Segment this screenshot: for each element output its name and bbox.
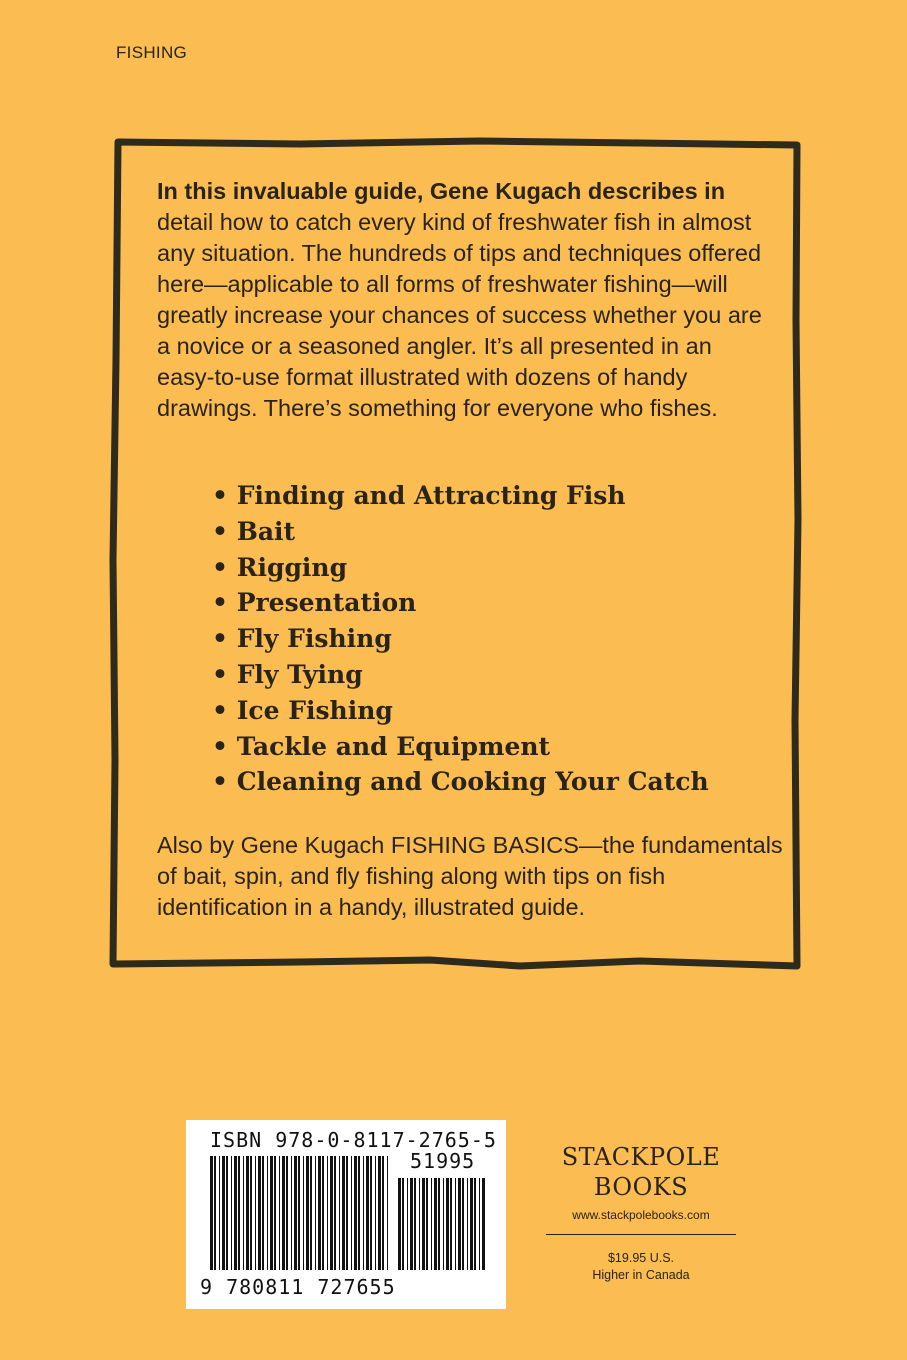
topic-item: • Tackle and Equipment [212, 729, 709, 765]
ean-digits: 9 780811 727655 [200, 1275, 396, 1299]
topic-item: • Rigging [212, 550, 709, 586]
barcode-bar [342, 1156, 345, 1270]
barcode-bar [414, 1178, 416, 1270]
barcode-bar [246, 1156, 249, 1270]
barcode-bar [250, 1156, 252, 1270]
barcode-bar [306, 1156, 309, 1270]
barcode-bar [426, 1178, 428, 1270]
topic-item: • Finding and Attracting Fish [212, 478, 709, 514]
barcode-bar [262, 1156, 264, 1270]
barcode-bar [458, 1178, 461, 1270]
barcode-bar [358, 1156, 360, 1270]
barcode-bar [334, 1156, 336, 1270]
barcode-bar [443, 1178, 444, 1270]
barcode-bar [366, 1156, 369, 1270]
barcode-bar [422, 1178, 425, 1270]
barcode-bar [318, 1156, 321, 1270]
barcode-bar [238, 1156, 240, 1270]
barcode-bar [279, 1156, 280, 1270]
barcode-bar [258, 1156, 261, 1270]
divider [546, 1234, 736, 1235]
topic-item: • Ice Fishing [212, 693, 709, 729]
barcode-bar [370, 1156, 372, 1270]
price-code: 51995 [410, 1149, 476, 1173]
barcode-bar [339, 1156, 340, 1270]
publisher-url: www.stackpolebooks.com [572, 1208, 710, 1222]
barcode-bar [402, 1178, 404, 1270]
barcode-bar [410, 1178, 413, 1270]
barcode-bar [351, 1156, 352, 1270]
barcode-bar [210, 1156, 213, 1270]
topic-list [212, 478, 709, 800]
barcode-bar [479, 1178, 480, 1270]
barcode-bar [446, 1178, 449, 1270]
barcode-bar [398, 1178, 401, 1270]
barcode-bar [219, 1156, 220, 1270]
barcode-bar [431, 1178, 432, 1270]
barcode-bar [382, 1156, 384, 1270]
description-lead: In this invaluable guide, Gene Kugach describes in [157, 178, 726, 204]
barcode-bar [378, 1156, 381, 1270]
barcode-bar [322, 1156, 324, 1270]
description-body: detail how to catch every kind of freshwater fish in almost any situation. The hundreds of tips and techniques offered here—applicable to all forms of freshwater fishing—will greatly increase your chances of success whether you are a novice or a seasoned angler. It’s all presented in an easy-to-use format illustrated with dozens of handy drawings. There’s something for everyone who fishes. [157, 209, 762, 421]
barcode-bar [482, 1178, 485, 1270]
barcode-bar [255, 1156, 256, 1270]
price-text: $19.95 U.S. [607, 1251, 674, 1265]
barcode-bar [298, 1156, 300, 1270]
barcode-bar [222, 1156, 225, 1270]
barcode-bar [286, 1156, 288, 1270]
barcode-bar [387, 1156, 388, 1270]
barcode-bar [346, 1156, 348, 1270]
barcode-panel [186, 1120, 506, 1309]
barcode-bar [462, 1178, 464, 1270]
barcode-bar [407, 1178, 408, 1270]
barcode-bar [363, 1156, 364, 1270]
barcode-bar [419, 1178, 420, 1270]
barcode-bar [234, 1156, 237, 1270]
barcode-bar [226, 1156, 228, 1270]
barcode-bar [470, 1178, 473, 1270]
barcode-bar [450, 1178, 452, 1270]
topic-item: • Fly Tying [212, 657, 709, 693]
barcode-bar [474, 1178, 476, 1270]
barcode-bar [267, 1156, 268, 1270]
publisher-name-line1: STACKPOLE [561, 1143, 721, 1171]
barcode-bar [282, 1156, 285, 1270]
description-text [157, 176, 772, 424]
canada-price-note: Higher in Canada [592, 1268, 690, 1282]
barcode-bar [327, 1156, 328, 1270]
barcode-bar [315, 1156, 316, 1270]
barcode-bar [310, 1156, 312, 1270]
barcode-bar [434, 1178, 437, 1270]
topic-item: • Cleaning and Cooking Your Catch [212, 764, 709, 800]
barcode-bar [294, 1156, 297, 1270]
barcode-bar [354, 1156, 357, 1270]
barcode-bar [243, 1156, 244, 1270]
publisher-block [540, 1142, 742, 1282]
barcode-bar [214, 1156, 216, 1270]
topic-item: • Fly Fishing [212, 621, 709, 657]
barcode-bar [455, 1178, 456, 1270]
barcode-bar [438, 1178, 440, 1270]
topic-item: • Presentation [212, 585, 709, 621]
barcode-bar [270, 1156, 273, 1270]
publisher-name-line2: BOOKS [593, 1173, 689, 1201]
category-label: FISHING [116, 43, 188, 62]
barcode-bar [274, 1156, 276, 1270]
barcode-bar [291, 1156, 292, 1270]
barcode-bar [467, 1178, 468, 1270]
barcode-bar [303, 1156, 304, 1270]
isbn-text: ISBN 978-0-8117-2765-5 [210, 1128, 497, 1152]
also-by-text: Also by Gene Kugach FISHING BASICS—the fundamentals of bait, spin, and fly fishing along with tips on fish identification in a handy, illustrated guide. [157, 832, 783, 920]
barcode-bar [375, 1156, 376, 1270]
barcode-bar [231, 1156, 232, 1270]
topic-item: • Bait [212, 514, 709, 550]
barcode-bar [330, 1156, 333, 1270]
